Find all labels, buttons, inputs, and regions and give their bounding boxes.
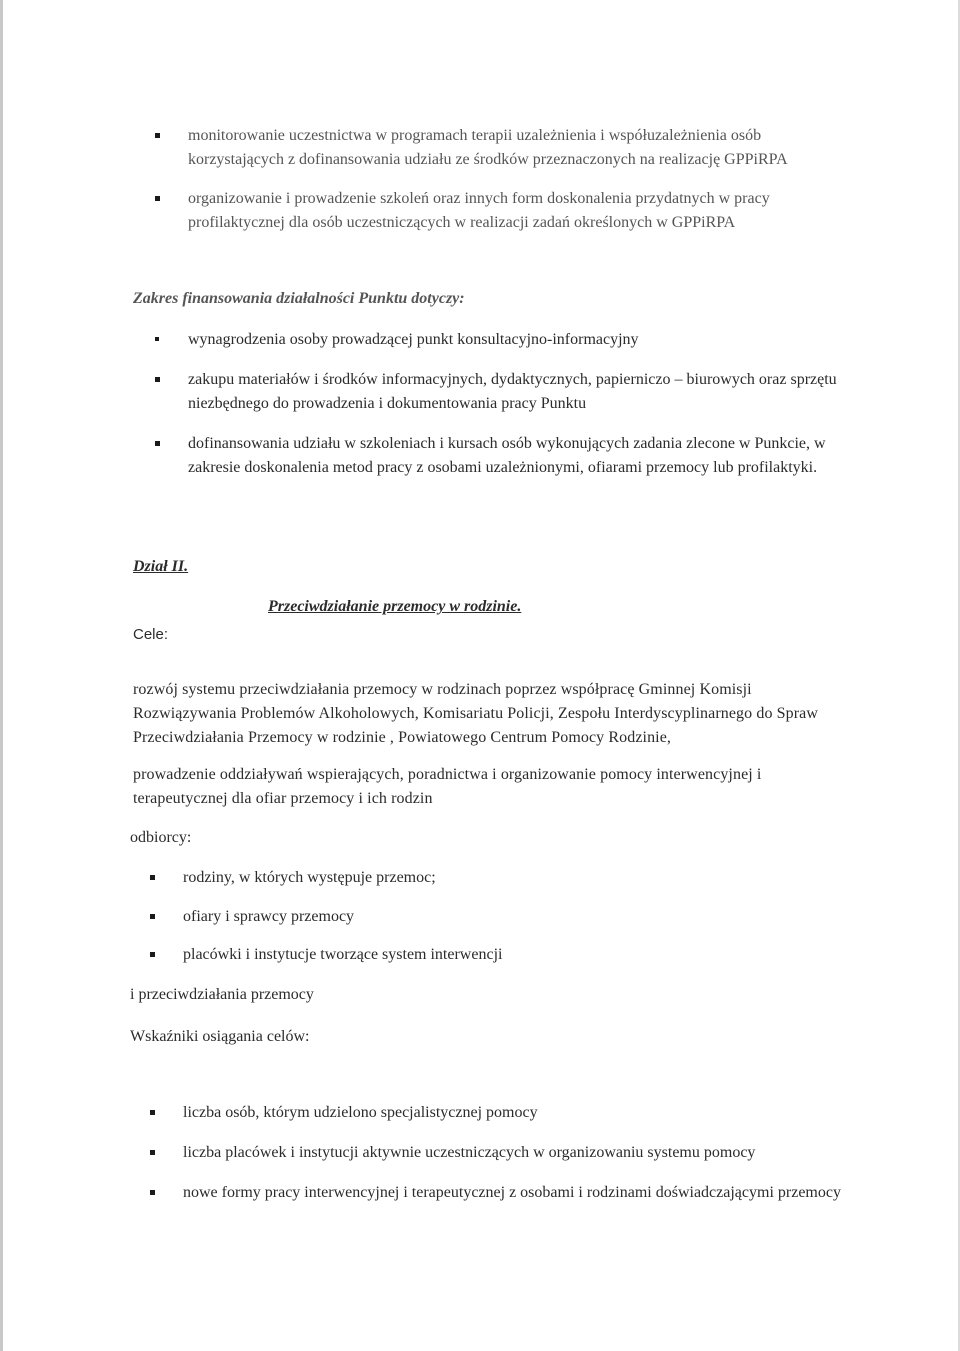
bullet-icon xyxy=(155,133,160,138)
list-item: organizowanie i prowadzenie szkoleń oraz innych form doskonalenia przydatnych w pracy profilaktycznej dla osób uczestniczących w realizacji zadań określonych w GPPiRPA xyxy=(188,187,848,235)
bullet-icon xyxy=(150,1190,155,1195)
scan-left-edge xyxy=(0,0,3,1351)
list-item: zakupu materiałów i środków informacyjnych, dydaktycznych, papierniczo – biurowych oraz sprzętu niezbędnego do prowadzenia i dokumentowania pracy Punktu xyxy=(188,368,848,416)
bullet-icon xyxy=(150,1150,155,1155)
list-item: liczba osób, którym udzielono specjalistycznej pomocy xyxy=(183,1101,843,1125)
goals-paragraph: prowadzenie oddziaływań wspierających, poradnictwa i organizowanie pomocy interwencyjnej i terapeutycznej dla ofiar przemocy i ich rodzin xyxy=(133,766,762,807)
section-title: Przeciwdziałanie przemocy w rodzinie. xyxy=(268,598,522,615)
list-item: ofiary i sprawcy przemocy xyxy=(183,905,843,929)
goals-label: Cele: xyxy=(133,626,169,643)
list-item: dofinansowania udziału w szkoleniach i kursach osób wykonujących zadania zlecone w Punkcie, w zakresie doskonalenia metod pracy z osobami uzależnionymi, ofiarami przemocy lub profilaktyki. xyxy=(188,432,848,480)
recipients-label: odbiorcy: xyxy=(130,829,192,846)
bullet-icon xyxy=(150,875,155,880)
goals-paragraph: rozwój systemu przeciwdziałania przemocy w rodzinach poprzez współpracę Gminnej Komisji Rozwiązywania Problemów Alkoholowych, Komisariatu Policji, Zespołu Interdyscyplinarnego do Spraw Przeciwdziałania Przemocy w rodzinie , Powiatowego Centrum Pomocy Rodzinie, xyxy=(133,681,819,746)
bullet-icon xyxy=(155,196,160,201)
bullet-icon xyxy=(150,914,155,919)
section-label: Dział II. xyxy=(133,558,189,575)
recipients-tail: i przeciwdziałania przemocy xyxy=(130,986,314,1003)
bullet-icon xyxy=(150,1110,155,1115)
list-item: nowe formy pracy interwencyjnej i terapeutycznej z osobami i rodzinami doświadczającymi przemocy xyxy=(183,1181,843,1205)
bullet-icon xyxy=(155,441,160,446)
list-item: monitorowanie uczestnictwa w programach terapii uzależnienia i współuzależnienia osób korzystających z dofinansowania udziału ze środków przeznaczonych na realizację GPPiRPA xyxy=(188,124,848,172)
indicators-label: Wskaźniki osiągania celów: xyxy=(130,1028,310,1045)
list-item: liczba placówek i instytucji aktywnie uczestniczących w organizowaniu systemu pomocy xyxy=(183,1141,843,1165)
bullet-icon xyxy=(150,952,155,957)
financing-heading: Zakres finansowania działalności Punktu dotyczy: xyxy=(133,290,465,307)
list-item: wynagrodzenia osoby prowadzącej punkt konsultacyjno-informacyjny xyxy=(188,328,848,352)
bullet-icon xyxy=(155,337,159,341)
list-item: placówki i instytucje tworzące system interwencji xyxy=(183,943,843,967)
bullet-icon xyxy=(155,377,160,382)
list-item: rodziny, w których występuje przemoc; xyxy=(183,866,843,890)
